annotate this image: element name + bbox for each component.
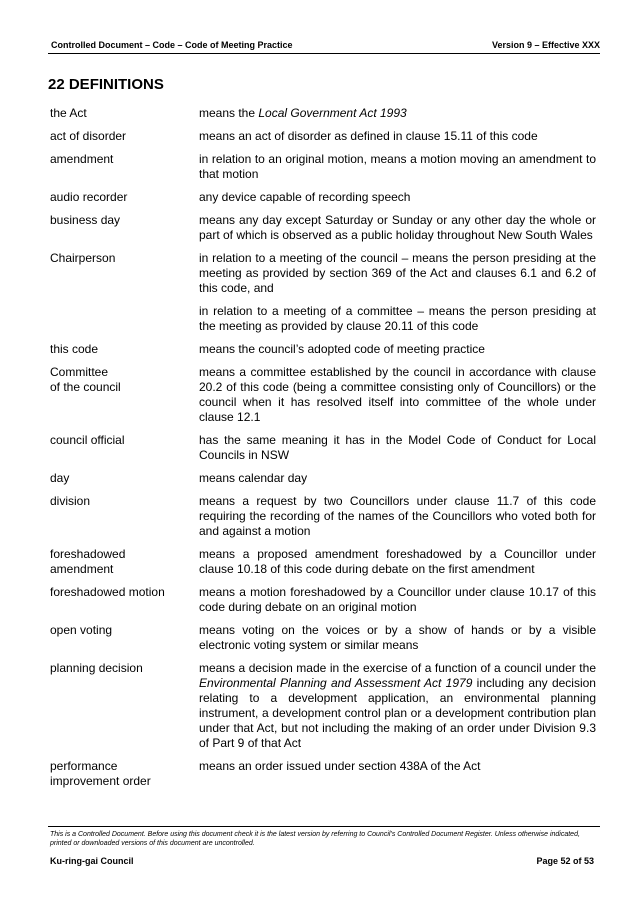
definition-term: business day [50, 213, 121, 227]
definition-meaning [199, 471, 596, 486]
definition-paragraph [199, 342, 596, 357]
definition-paragraph [199, 471, 596, 486]
definition-meaning [199, 759, 596, 789]
definition-paragraph [199, 623, 596, 653]
definition-row [50, 494, 596, 539]
section-title: 22 DEFINITIONS [48, 76, 164, 93]
definition-row [50, 471, 596, 486]
definition-row [50, 342, 596, 357]
definition-term: division [50, 494, 91, 508]
definition-paragraph [199, 304, 596, 334]
definition-text: in relation to a meeting of the council – means the person presiding at the meeting as provided by section 369 of the Act and clauses 6.1 and 6.2 of this code, and [199, 251, 596, 295]
header-version: Version 9 – Effective XXX [491, 40, 600, 50]
definition-meaning [199, 342, 596, 357]
definition-text: has the same meaning it has in the Model Code of Conduct for Local Councils in NSW [199, 433, 596, 462]
act-title: Local Government Act 1993 [258, 106, 407, 120]
definition-row [50, 365, 596, 425]
definition-paragraph [199, 129, 596, 144]
definition-text: means a proposed amendment foreshadowed by a Councillor under clause 10.18 of this code during debate on the first amendment [199, 547, 596, 576]
footer-page-number: Page 52 of 53 [536, 856, 594, 866]
definition-text: means a decision made in the exercise of a function of a council under the [199, 661, 596, 675]
definition-row [50, 661, 596, 751]
definition-meaning [199, 494, 596, 539]
definition-meaning [199, 365, 596, 425]
definition-paragraph [199, 547, 596, 577]
definition-term: amendment [50, 152, 114, 166]
definition-text: means a request by two Councillors under clause 11.7 of this code requiring the recording of the names of the Councillors who voted both for and against a motion [199, 494, 596, 538]
definition-meaning [199, 190, 596, 205]
definition-term: foreshadowed motion [50, 585, 165, 599]
header-document-title: Controlled Document – Code – Code of Meeting Practice [51, 40, 293, 50]
definition-meaning [199, 251, 596, 334]
definition-term: act of disorder [50, 129, 127, 143]
definition-meaning [199, 152, 596, 182]
footer-divider [48, 826, 600, 827]
definition-text: in relation to an original motion, means a motion moving an amendment to that motion [199, 152, 596, 181]
definition-term: day [50, 471, 70, 485]
definition-paragraph [199, 213, 596, 243]
definition-meaning [199, 585, 596, 615]
definition-term: planning decision [50, 661, 143, 675]
definition-row [50, 190, 596, 205]
definition-row [50, 106, 596, 121]
definition-text: means the [199, 106, 259, 120]
definition-text: in relation to a meeting of a committee – means the person presiding at the meeting as provided by clause 20.11 of this code [199, 304, 596, 333]
definition-paragraph [199, 661, 596, 751]
definition-text: any device capable of recording speech [199, 190, 411, 204]
footer-disclaimer: This is a Controlled Document. Before using this document check it is the latest version by referring to Council’s Controlled Document Register. Unless otherwise indicated, printed or downloaded versions of this document are uncontrolled. [50, 831, 580, 847]
definition-paragraph [199, 106, 596, 121]
definition-row [50, 129, 596, 144]
definition-text: means a motion foreshadowed by a Councillor under clause 10.17 of this code during debate on an original motion [199, 585, 596, 614]
definition-paragraph [199, 494, 596, 539]
definition-paragraph [199, 585, 596, 615]
definition-text: means any day except Saturday or Sunday or any other day the whole or part of which is observed as a public holiday throughout New South Wales [199, 213, 596, 242]
definition-paragraph [199, 152, 596, 182]
footer-organisation: Ku-ring-gai Council [50, 856, 134, 866]
definition-text: means the council’s adopted code of meeting practice [199, 342, 485, 356]
definition-text: means voting on the voices or by a show of hands or by a visible electronic voting system or similar means [199, 623, 596, 652]
definition-row [50, 585, 596, 615]
definition-term: the Act [50, 106, 87, 120]
definition-row [50, 623, 596, 653]
definitions-list [50, 106, 596, 797]
definition-text: means an order issued under section 438A of the Act [199, 759, 481, 773]
definition-term: Chairperson [50, 251, 116, 265]
definition-paragraph [199, 251, 596, 296]
act-title: Environmental Planning and Assessment Act 1979 [199, 676, 473, 690]
definition-row [50, 433, 596, 463]
definition-meaning [199, 129, 596, 144]
definition-term: performance improvement order [50, 759, 151, 788]
definition-term: audio recorder [50, 190, 128, 204]
definition-text: means an act of disorder as defined in clause 15.11 of this code [199, 129, 538, 143]
definition-row [50, 152, 596, 182]
definition-paragraph [199, 433, 596, 463]
definition-meaning [199, 213, 596, 243]
definition-meaning [199, 106, 596, 121]
definition-row [50, 213, 596, 243]
definition-term: open voting [50, 623, 113, 637]
definition-meaning [199, 661, 596, 751]
definition-text: including any decision relating to a development application, an environmental planning instrument, a development control plan or a development contribution plan under that Act, but not including the making of an order under Division 9.3 of Part 9 of that Act [199, 676, 596, 750]
page-header [48, 39, 600, 54]
definition-row [50, 251, 596, 334]
definition-paragraph [199, 190, 596, 205]
definition-paragraph [199, 365, 596, 425]
definition-term: this code [50, 342, 99, 356]
definition-meaning [199, 547, 596, 577]
definition-term: Committee of the council [50, 365, 121, 394]
definition-meaning [199, 623, 596, 653]
definition-row [50, 759, 596, 789]
definition-row [50, 547, 596, 577]
definition-term: council official [50, 433, 125, 447]
definition-term: foreshadowed amendment [50, 547, 126, 576]
definition-meaning [199, 433, 596, 463]
definition-paragraph [199, 759, 596, 774]
definition-text: means calendar day [199, 471, 308, 485]
definition-text: means a committee established by the council in accordance with clause 20.2 of this code (being a committee consisting only of Councillors) or the council when it has resolved itself into committee of the whole under clause 12.1 [199, 365, 596, 424]
